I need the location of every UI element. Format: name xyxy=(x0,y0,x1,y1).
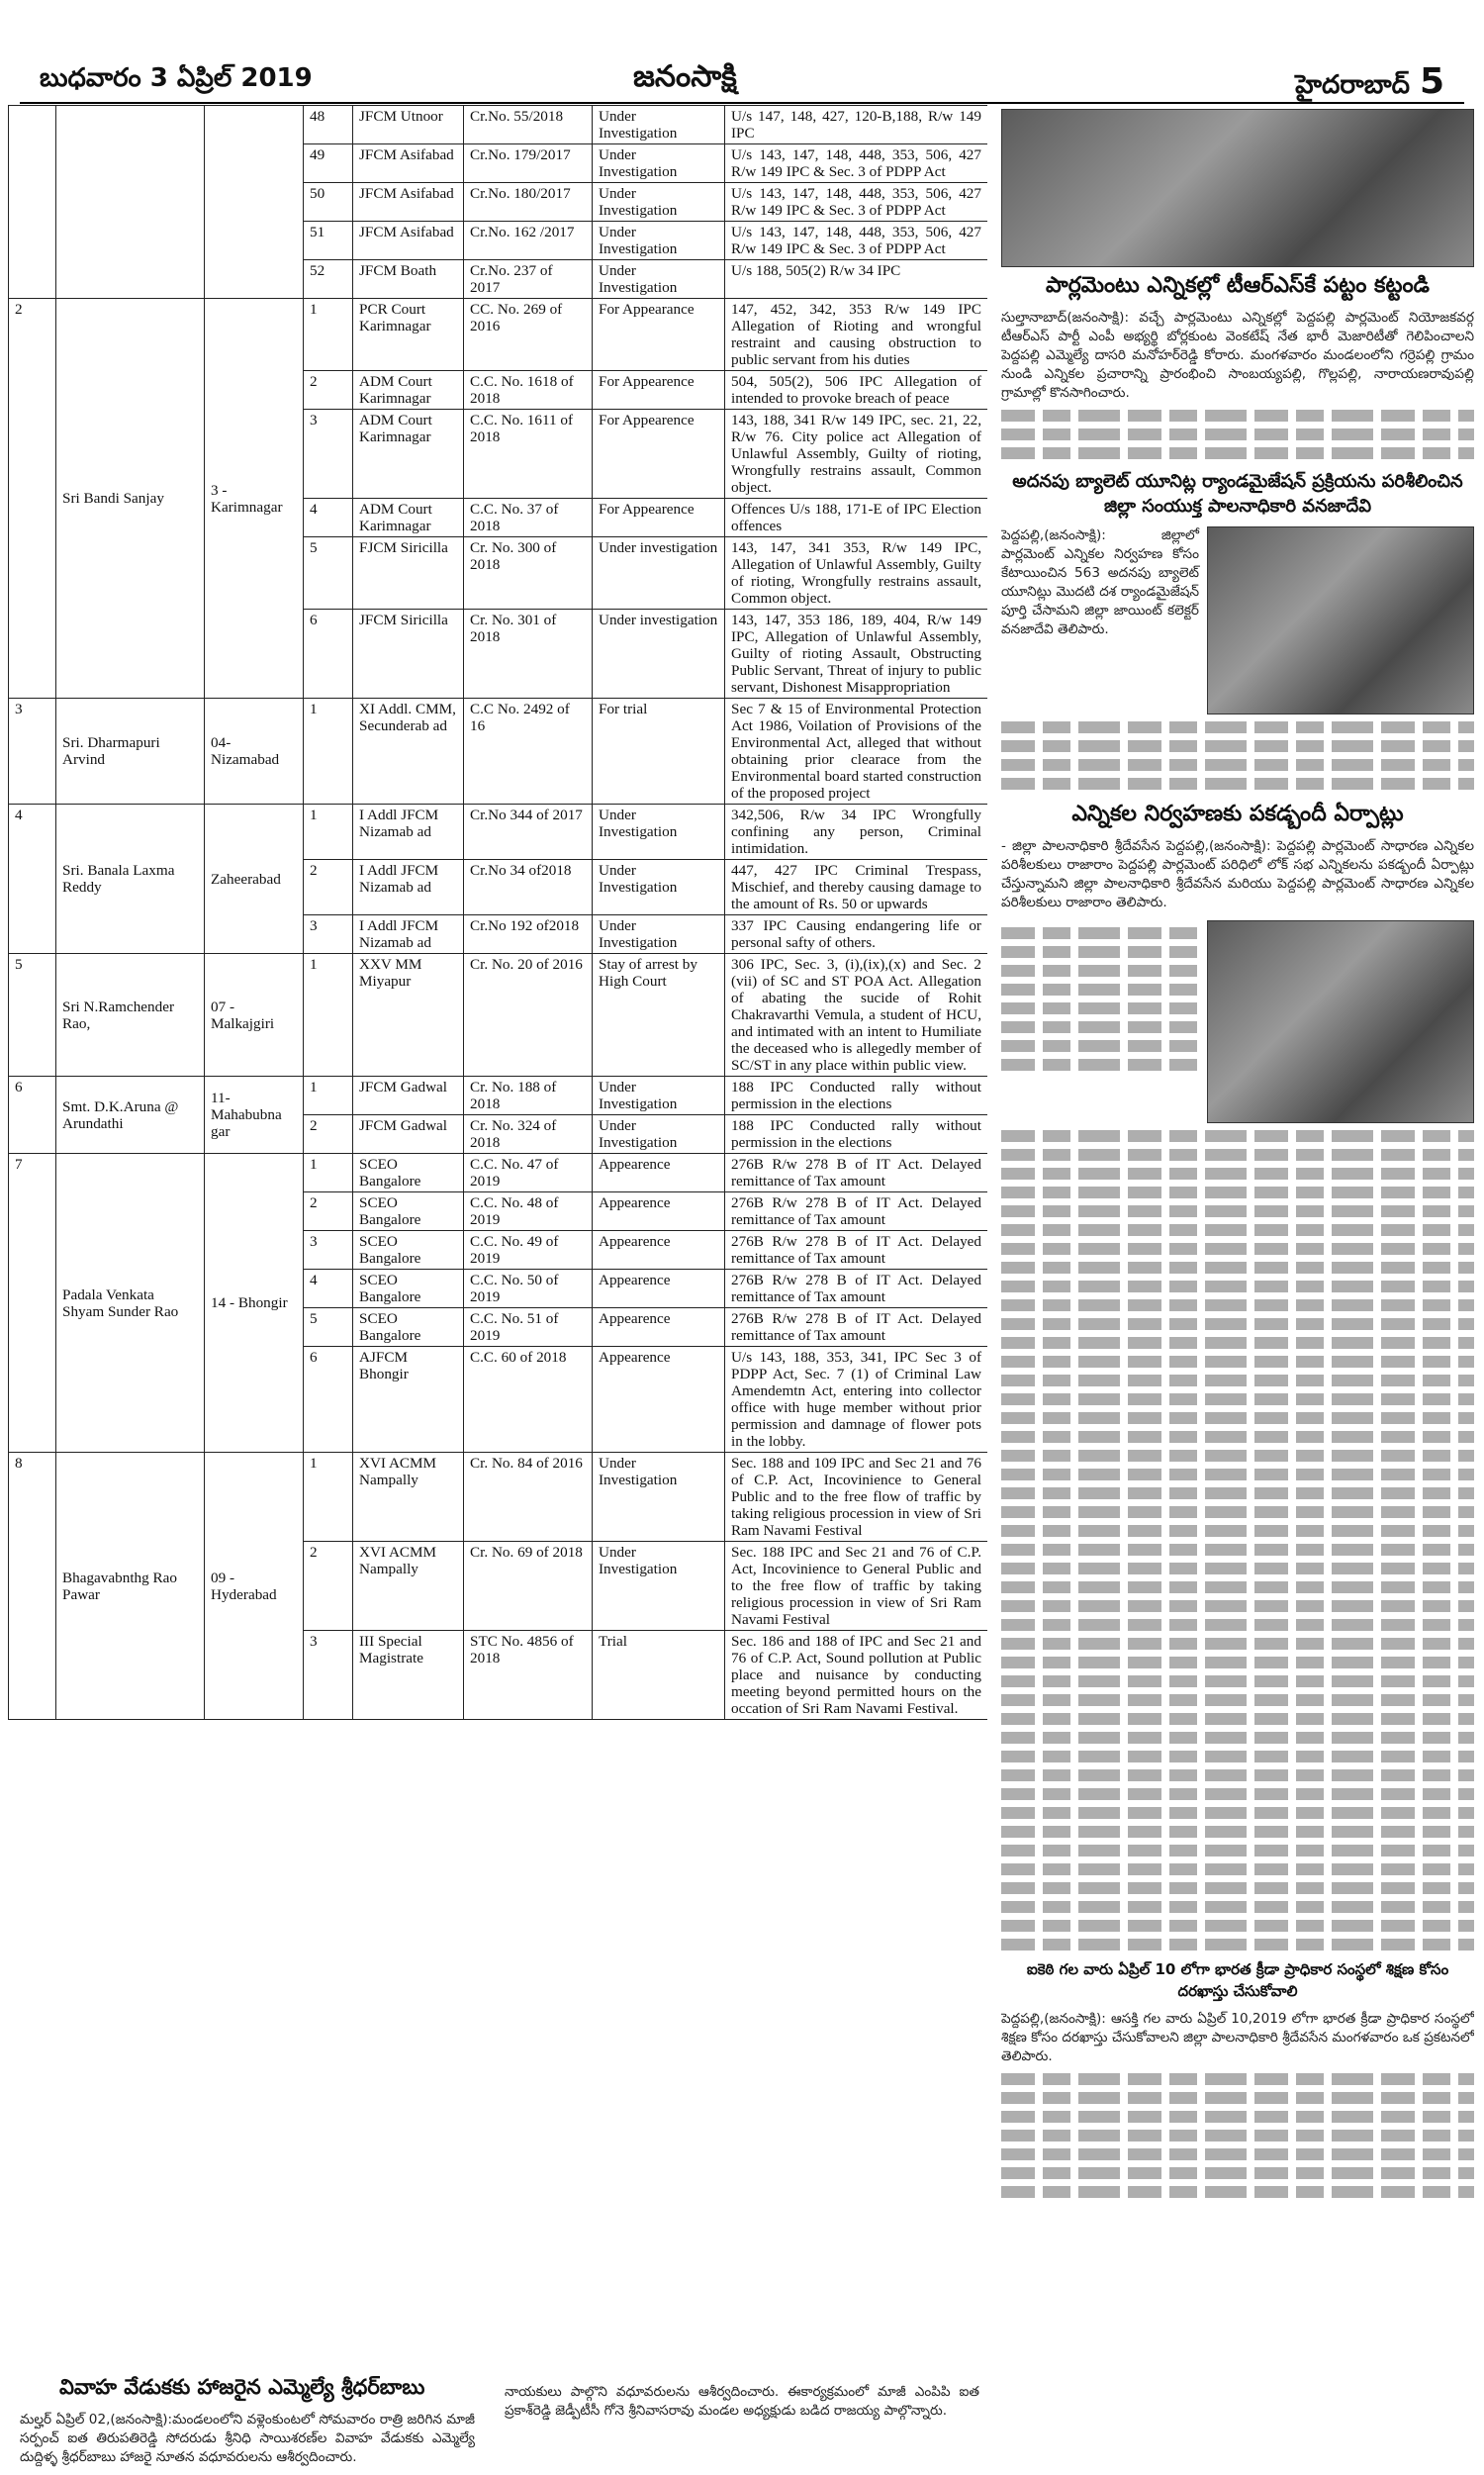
case-index-cell: 52 xyxy=(304,260,353,299)
sections-cell: Offences U/s 188, 171-E of IPC Election offences xyxy=(725,499,988,537)
case-status-cell: For trial xyxy=(593,699,725,805)
case-status-cell: Under Investigation xyxy=(593,860,725,915)
case-number-cell: STC No. 4856 of 2018 xyxy=(464,1631,593,1720)
article-text-line xyxy=(1001,428,1474,440)
article-text-line xyxy=(1001,1769,1474,1781)
case-status-cell: Under Investigation xyxy=(593,805,725,860)
constituency-cell xyxy=(205,106,304,299)
sections-cell: 342,506, R/w 34 IPC Wrongfully confining any person, Criminal intimidation. xyxy=(725,805,988,860)
case-index-cell: 51 xyxy=(304,222,353,260)
article-text-line xyxy=(1001,1412,1474,1424)
court-cell: SCEO Bangalore xyxy=(353,1308,464,1347)
ballot-headline: అదనపు బ్యాలెట్‌ యూనిట్ల ర్యాండమైజేషన్‌ ప్రక్రియను పరిశీలించిన జిల్లా సంయుక్త పాలనాధికారి వనజాదేవి xyxy=(1012,471,1463,517)
table-row xyxy=(9,106,988,144)
case-index-cell: 3 xyxy=(304,915,353,954)
case-number-cell: CC. No. 269 of 2016 xyxy=(464,299,593,371)
edition-label xyxy=(1295,61,1444,106)
press-conference-photo xyxy=(1207,920,1474,1123)
ballot-randomization-photo xyxy=(1207,526,1474,714)
court-cell: III Special Magistrate xyxy=(353,1631,464,1720)
article-text-line xyxy=(1001,2111,1474,2123)
article-text-line xyxy=(1001,1487,1474,1499)
case-number-cell: Cr. No. 20 of 2016 xyxy=(464,954,593,1077)
table-row xyxy=(9,805,988,860)
article-text-line xyxy=(1001,2092,1474,2104)
article-text-line xyxy=(1001,1469,1474,1480)
constituency-cell: 11- Mahabubna gar xyxy=(205,1077,304,1154)
case-status-cell: Appearence xyxy=(593,1231,725,1270)
court-cell: FJCM Siricilla xyxy=(353,537,464,610)
court-cell: XVI ACMM Nampally xyxy=(353,1453,464,1542)
sections-cell: 447, 427 IPC Criminal Trespass, Mischief, and thereby causing damage to the amount of Rs. 50 or upwards xyxy=(725,860,988,915)
court-cell: JFCM Asifabad xyxy=(353,222,464,260)
case-index-cell: 48 xyxy=(304,106,353,144)
sections-cell: 276B R/w 278 B of IT Act. Delayed remittance of Tax amount xyxy=(725,1154,988,1192)
case-index-cell: 49 xyxy=(304,144,353,183)
case-index-cell: 1 xyxy=(304,805,353,860)
issue-date: బుధవారం 3 ఏప్రిల్ 2019 xyxy=(40,63,313,93)
article-text-line xyxy=(1001,2130,1474,2142)
candidate-name-cell: Padala Venkata Shyam Sunder Rao xyxy=(56,1154,205,1453)
election-arrangements-body: - జిల్లా పాలనాధికారి శ్రీదేవసేన పెద్దపల్లి,(జనంసాక్షి): పెద్దపల్లి పార్లమెంట్‌ సాధారణ ఎన్నికల పరిశీలకులు రాజారాం పెద్దపల్లి పార్లమెంట్‌ పరిధిలో లోక్‌ సభ ఎన్నికలను పకడ్బందీ ఏర్పాట్లు చేస్తున్నామని జిల్లా పాలనాధికారి శ్రీదేవసేన మరియు పెద్దపల్లి పార్లమెంట్‌ సాధారణ ఎన్నికల పరిశీలకులు రాజారాం తెలిపారు. xyxy=(1001,838,1474,910)
article-text-line xyxy=(1001,1657,1474,1668)
court-cell: JFCM Siricilla xyxy=(353,610,464,699)
article-text-line xyxy=(1001,1638,1474,1650)
table-row xyxy=(9,699,988,805)
wedding-headline: వివాహ వేడుకకు హాజరైన ఎమ్మెల్యే శ్రీధర్‌బాబు xyxy=(59,2375,425,2399)
article-text-line xyxy=(1001,1299,1474,1311)
article-text-line xyxy=(1001,1149,1474,1161)
constituency-cell: 14 - Bhongir xyxy=(205,1154,304,1453)
serial-number-cell: 8 xyxy=(9,1453,56,1720)
court-cell: I Addl JFCM Nizamab ad xyxy=(353,805,464,860)
article-text-line xyxy=(1001,721,1474,733)
court-cell: JFCM Asifabad xyxy=(353,183,464,222)
case-status-cell: Under Investigation xyxy=(593,1453,725,1542)
case-number-cell: C.C. 60 of 2018 xyxy=(464,1347,593,1453)
article-text-line xyxy=(1001,1506,1474,1518)
court-cell: SCEO Bangalore xyxy=(353,1270,464,1308)
candidate-name-cell: Sri. Banala Laxma Reddy xyxy=(56,805,205,954)
serial-number-cell: 5 xyxy=(9,954,56,1077)
article-text-line xyxy=(1001,1920,1474,1932)
article-text-line xyxy=(1001,1600,1474,1612)
case-index-cell: 3 xyxy=(304,410,353,499)
sections-cell: 143, 147, 341 353, R/w 149 IPC, Allegation of Unlawful Assembly, Guilty of rioting, Wrongfully restrains assault, Common object. xyxy=(725,537,988,610)
case-index-cell: 2 xyxy=(304,1115,353,1154)
case-status-cell: Under Investigation xyxy=(593,915,725,954)
wedding-article-body: మల్హర్‌ ఏప్రిల్‌ 02,(జనంసాక్షి):మండలంలోని వళ్లెంకుంటలో సోమవారం రాత్రి జరిగిన మాజీ సర్పంచ్‌ ఐత తిరుపతిరెడ్డి సోదరుడు శ్రీనిధి సాయిశరణ్‌ల వివాహ వేడుకకు ఎమ్మెల్యే దుద్దిళ్ళ శ్రీధర్‌బాబు హాజరై నూతన వధూవరులను ఆశీర్వదించారు. xyxy=(20,2412,475,2465)
court-cell: JFCM Gadwal xyxy=(353,1077,464,1115)
article-text-line xyxy=(1001,1375,1474,1386)
sections-cell: U/s 143, 188, 353, 341, IPC Sec 3 of PDPP Act, Sec. 7 (1) of Criminal Law Amendemtn Act, entering into collector office with huge member without prior permission and damnage of flower pots in the lobby. xyxy=(725,1347,988,1453)
masthead-name: జనంసాక్షి xyxy=(633,59,737,94)
court-cell: ADM Court Karimnagar xyxy=(353,499,464,537)
court-cell: JFCM Asifabad xyxy=(353,144,464,183)
article-text-line xyxy=(1001,410,1474,422)
article-text-line xyxy=(1001,1318,1474,1330)
sections-cell: 143, 147, 353 186, 189, 404, R/w 149 IPC, Allegation of Unlawful Assembly, Guilty of rioting Assault, Obstructing Public Servant, Threat of injury to public servant, Dishonest Misappropriation xyxy=(725,610,988,699)
article-text-line xyxy=(1001,1863,1474,1875)
constituency-cell: 09 - Hyderabad xyxy=(205,1453,304,1720)
sections-cell: 276B R/w 278 B of IT Act. Delayed remittance of Tax amount xyxy=(725,1231,988,1270)
sections-cell: 276B R/w 278 B of IT Act. Delayed remittance of Tax amount xyxy=(725,1192,988,1231)
case-table-column xyxy=(8,105,987,2366)
case-status-cell: For Appearence xyxy=(593,499,725,537)
bottom-article xyxy=(0,2375,989,2474)
sections-cell: Sec. 188 and 109 IPC and Sec 21 and 76 of C.P. Act, Incovinience to General Public and to the free flow of traffic by taking religious procession in view of Sri Ram Navami Festival xyxy=(725,1453,988,1542)
candidate-name-cell: Sri Bandi Sanjay xyxy=(56,299,205,699)
page-header xyxy=(0,0,1484,109)
article-text-line xyxy=(1001,1901,1474,1913)
case-number-cell: Cr.No. 237 of 2017 xyxy=(464,260,593,299)
article-text-line xyxy=(1001,1525,1474,1537)
case-index-cell: 1 xyxy=(304,954,353,1077)
case-number-cell: Cr.No. 55/2018 xyxy=(464,106,593,144)
case-status-cell: For Appearence xyxy=(593,371,725,410)
case-status-cell: For Appearence xyxy=(593,410,725,499)
case-number-cell: Cr. No. 84 of 2016 xyxy=(464,1453,593,1542)
article-text-line xyxy=(1001,1732,1474,1744)
table-row xyxy=(9,1077,988,1115)
sections-cell: 504, 505(2), 506 IPC Allegation of intended to provoke breach of peace xyxy=(725,371,988,410)
court-cell: JFCM Gadwal xyxy=(353,1115,464,1154)
article-text-line xyxy=(1001,1021,1199,1033)
sections-cell: 276B R/w 278 B of IT Act. Delayed remittance of Tax amount xyxy=(725,1270,988,1308)
article-text-line xyxy=(1001,1826,1474,1838)
case-status-cell: Under Investigation xyxy=(593,260,725,299)
article-text-line xyxy=(1001,2073,1474,2085)
case-index-cell: 1 xyxy=(304,1453,353,1542)
case-status-cell: Stay of arrest by High Court xyxy=(593,954,725,1077)
article-text-line xyxy=(1001,778,1474,790)
article-text-line xyxy=(1001,1337,1474,1349)
case-status-cell: Under Investigation xyxy=(593,1077,725,1115)
article-text-line xyxy=(1001,1675,1474,1687)
article-text-line xyxy=(1001,946,1199,958)
court-cell: XI Addl. CMM, Secunderab ad xyxy=(353,699,464,805)
constituency-cell: Zaheerabad xyxy=(205,805,304,954)
case-index-cell: 6 xyxy=(304,610,353,699)
court-cell: SCEO Bangalore xyxy=(353,1231,464,1270)
case-status-cell: Under investigation xyxy=(593,537,725,610)
case-status-cell: Appearence xyxy=(593,1347,725,1453)
sports-training-body: పెద్దపల్లి,(జనంసాక్షి): ఆసక్తి గల వారు ఏప్రిల్‌ 10,2019 లోగా భారత క్రీడా ప్రాధికార సంస్థలో శిక్షణ కోసం దరఖాస్తు చేసుకోవాలని జిల్లా పాలనాధికారి శ్రీదేవసేన మంగళవారం ఒక ప్రకటనలో తెలిపారు. xyxy=(1001,2011,1474,2064)
court-cell: XXV MM Miyapur xyxy=(353,954,464,1077)
masthead-logo xyxy=(633,59,737,101)
table-row xyxy=(9,299,988,371)
article-text-line xyxy=(1001,1040,1199,1052)
case-number-cell: C.C. No. 37 of 2018 xyxy=(464,499,593,537)
article-text-line xyxy=(1001,1882,1474,1894)
case-number-cell: C.C No. 2492 of 16 xyxy=(464,699,593,805)
wedding-article-continued: నాయకులు పాల్గొని వధూవరులను ఆశీర్వదించారు. ఈకార్యక్రమంలో మాజీ ఎంపిపి ఐత ప్రకాశ్‌రెడ్డి జెడ్పీటీసీ గోనె శ్రీనివాసరావు మండల అధ్యక్షుడు బడిద రాజయ్య పాల్గొన్నారు. xyxy=(505,2384,979,2419)
serial-number-cell: 2 xyxy=(9,299,56,699)
article-text-line xyxy=(1001,2148,1474,2160)
sections-cell: Sec 7 & 15 of Environmental Protection Act 1986, Voilation of Provisions of the Environmental Act, alleged that without obtaining prior clearace from the Environmental board started construction of the proposed project xyxy=(725,699,988,805)
case-index-cell: 1 xyxy=(304,1154,353,1192)
case-number-cell: C.C. No. 48 of 2019 xyxy=(464,1192,593,1231)
article-text-line xyxy=(1001,1713,1474,1725)
article-text-block xyxy=(1001,920,1199,1123)
case-number-cell: Cr.No 344 of 2017 xyxy=(464,805,593,860)
court-cell: JFCM Boath xyxy=(353,260,464,299)
article-text-line xyxy=(1001,2167,1474,2179)
case-number-cell: C.C. No. 1611 of 2018 xyxy=(464,410,593,499)
court-cell: PCR Court Karimnagar xyxy=(353,299,464,371)
court-cell: ADM Court Karimnagar xyxy=(353,410,464,499)
article-text-line xyxy=(1001,740,1474,752)
case-status-cell: Under Investigation xyxy=(593,1115,725,1154)
case-status-cell: Appearence xyxy=(593,1270,725,1308)
sections-cell: 306 IPC, Sec. 3, (i),(ix),(x) and Sec. 2 (vii) of SC and ST POA Act. Allegation of abating the sucide of Rohit Chakravarthi Vemula, a student of HCU, and intimated with an intent to Humiliate the deceased who is allegedly member of SC/ST in any place within public view. xyxy=(725,954,988,1077)
case-index-cell: 3 xyxy=(304,1631,353,1720)
article-text-line xyxy=(1001,1450,1474,1462)
case-index-cell: 1 xyxy=(304,1077,353,1115)
sections-cell: 276B R/w 278 B of IT Act. Delayed remittance of Tax amount xyxy=(725,1308,988,1347)
case-number-cell: Cr. No. 69 of 2018 xyxy=(464,1542,593,1631)
article-text-line xyxy=(1001,1187,1474,1198)
article-text-line xyxy=(1001,1431,1474,1443)
article-text-line xyxy=(1001,1845,1474,1856)
article-text-line xyxy=(1001,1563,1474,1574)
case-number-cell: Cr. No. 324 of 2018 xyxy=(464,1115,593,1154)
sections-cell: U/s 143, 147, 148, 448, 353, 506, 427 R/w 149 IPC & Sec. 3 of PDPP Act xyxy=(725,222,988,260)
court-cell: AJFCM Bhongir xyxy=(353,1347,464,1453)
header-rule xyxy=(20,102,1464,104)
article-text-line xyxy=(1001,1619,1474,1631)
candidate-name-cell: Bhagavabnthg Rao Pawar xyxy=(56,1453,205,1720)
case-status-cell: Under investigation xyxy=(593,610,725,699)
candidate-name-cell: Sri N.Ramchender Rao, xyxy=(56,954,205,1077)
sports-training-headline: ఐకెఠి గల వారు ఏప్రిల్‌ 10 లోగా భారత క్రీడా ప్రాధికార సంస్థలో శిక్షణ కోసం దరఖాస్తు చేసుకోవాలి xyxy=(1026,1960,1449,2000)
trs-headline: పార్లమెంటు ఎన్నికల్లో టీఆర్‌ఎస్‌కే పట్టం కట్టండి xyxy=(1046,273,1430,298)
court-cell: SCEO Bangalore xyxy=(353,1154,464,1192)
serial-number-cell: 6 xyxy=(9,1077,56,1154)
case-number-cell: C.C. No. 47 of 2019 xyxy=(464,1154,593,1192)
sections-cell: U/s 147, 148, 427, 120-B,188, R/w 149 IPC xyxy=(725,106,988,144)
article-text-line xyxy=(1001,1243,1474,1255)
case-number-cell: Cr.No. 179/2017 xyxy=(464,144,593,183)
sections-cell: U/s 143, 147, 148, 448, 353, 506, 427 R/w 149 IPC & Sec. 3 of PDPP Act xyxy=(725,183,988,222)
article-text-line xyxy=(1001,927,1199,939)
case-number-cell: Cr.No 34 of2018 xyxy=(464,860,593,915)
sections-cell: 188 IPC Conducted rally without permission in the elections xyxy=(725,1115,988,1154)
case-status-cell: Appearence xyxy=(593,1154,725,1192)
case-index-cell: 5 xyxy=(304,1308,353,1347)
article-text-line xyxy=(1001,1356,1474,1368)
sections-cell: 337 IPC Causing endangering life or personal safty of others. xyxy=(725,915,988,954)
article-text-line xyxy=(1001,1130,1474,1142)
case-number-cell: Cr. No. 188 of 2018 xyxy=(464,1077,593,1115)
case-index-cell: 2 xyxy=(304,1192,353,1231)
court-cell: ADM Court Karimnagar xyxy=(353,371,464,410)
article-text-line xyxy=(1001,447,1474,459)
right-news-column xyxy=(1001,109,1474,2464)
court-cell: I Addl JFCM Nizamab ad xyxy=(353,860,464,915)
case-status-cell: For Appearance xyxy=(593,299,725,371)
case-status-cell: Appearence xyxy=(593,1192,725,1231)
article-text-line xyxy=(1001,1281,1474,1292)
candidate-name-cell: Sri. Dharmapuri Arvind xyxy=(56,699,205,805)
serial-number-cell: 3 xyxy=(9,699,56,805)
candidate-name-cell xyxy=(56,106,205,299)
article-text-line xyxy=(1001,1393,1474,1405)
edition-city: హైదరాబాద్ xyxy=(1295,70,1410,100)
sections-cell: U/s 188, 505(2) R/w 34 IPC xyxy=(725,260,988,299)
trs-campaign-photo xyxy=(1001,109,1474,267)
case-status-cell: Under Investigation xyxy=(593,1542,725,1631)
candidate-name-cell: Smt. D.K.Aruna @ Arundathi xyxy=(56,1077,205,1154)
sections-cell: Sec. 188 IPC and Sec 21 and 76 of C.P. Act, Incovinience to General Public and to the free flow of traffic by taking religious procession in view of Sri Ram Navami Festival xyxy=(725,1542,988,1631)
case-number-cell: Cr.No. 180/2017 xyxy=(464,183,593,222)
case-status-cell: Under Investigation xyxy=(593,106,725,144)
constituency-cell: 04- Nizamabad xyxy=(205,699,304,805)
sections-cell: 147, 452, 342, 353 R/w 149 IPC Allegation of Rioting and wrongful restraint and causing obstruction to public servant from his duties xyxy=(725,299,988,371)
sections-cell: Sec. 186 and 188 of IPC and Sec 21 and 76 of C.P. Act, Sound pollution at Public place and nuisance by conducting meeting beyond permitted hours on the occation of Sri Ram Navami Festival. xyxy=(725,1631,988,1720)
case-index-cell: 3 xyxy=(304,1231,353,1270)
court-cell: XVI ACMM Nampally xyxy=(353,1542,464,1631)
article-text-line xyxy=(1001,1544,1474,1556)
article-text-line xyxy=(1001,2186,1474,2198)
article-text-line xyxy=(1001,1002,1199,1014)
article-text-line xyxy=(1001,1581,1474,1593)
case-index-cell: 50 xyxy=(304,183,353,222)
case-number-cell: C.C. No. 1618 of 2018 xyxy=(464,371,593,410)
case-index-cell: 5 xyxy=(304,537,353,610)
article-text-line xyxy=(1001,1751,1474,1762)
article-text-line xyxy=(1001,759,1474,771)
table-row xyxy=(9,954,988,1077)
case-number-cell: C.C. No. 50 of 2019 xyxy=(464,1270,593,1308)
election-arrangements-headline: ఎన్నికల నిర్వహణకు పకడ్బందీ ఏర్పాట్లు xyxy=(1071,802,1404,826)
page-number: 5 xyxy=(1419,61,1444,102)
serial-number-cell xyxy=(9,106,56,299)
case-number-cell: Cr. No. 300 of 2018 xyxy=(464,537,593,610)
table-row xyxy=(9,1453,988,1542)
case-index-cell: 1 xyxy=(304,299,353,371)
article-text-line xyxy=(1001,1939,1474,1951)
article-text-line xyxy=(1001,965,1199,977)
criminal-cases-table xyxy=(8,105,987,1720)
case-number-cell: Cr.No 192 of2018 xyxy=(464,915,593,954)
election-article-text xyxy=(1001,1130,1474,1951)
case-status-cell: Appearence xyxy=(593,1308,725,1347)
article-text-line xyxy=(1001,1807,1474,1819)
article-text-line xyxy=(1001,1262,1474,1274)
case-index-cell: 2 xyxy=(304,860,353,915)
case-status-cell: Under Investigation xyxy=(593,222,725,260)
sections-cell: U/s 143, 147, 148, 448, 353, 506, 427 R/w 149 IPC & Sec. 3 of PDPP Act xyxy=(725,144,988,183)
trs-article-body: సుల్తానాబాద్‌(జనంసాక్షి): వచ్చే పార్లమెంటు ఎన్నికల్లో పెద్దపల్లి పార్లమెంట్‌ నియోజకవర్గ టీఆర్‌ఎస్‌ పార్టీ ఎంపీ అభ్యర్థి బోర్లకుంట వెంకటేష్‌ నేత భారీ మెజారిటీతో గెలిపించాలని పెద్దపల్లి ఎమ్మెల్యే దాసరి మనోహర్‌రెడ్డి కోరారు. మంగళవారం మండలంలోని గర్రెపల్లి గ్రామం నుండి ఎన్నికల ప్రచారాన్ని ప్రారంభించి సాంబయ్యపల్లి, గొల్లపల్లి, నారాయణరావుపల్లి గ్రామాల్లో కొనసాగించారు. xyxy=(1001,310,1474,401)
serial-number-cell: 4 xyxy=(9,805,56,954)
case-index-cell: 4 xyxy=(304,1270,353,1308)
sections-cell: 188 IPC Conducted rally without permission in the elections xyxy=(725,1077,988,1115)
article-text-line xyxy=(1001,1694,1474,1706)
case-index-cell: 2 xyxy=(304,371,353,410)
court-cell: I Addl JFCM Nizamab ad xyxy=(353,915,464,954)
article-text-line xyxy=(1001,1168,1474,1180)
case-index-cell: 2 xyxy=(304,1542,353,1631)
constituency-cell: 3 - Karimnagar xyxy=(205,299,304,699)
article-text-line xyxy=(1001,1059,1199,1071)
article-text-line xyxy=(1001,984,1199,996)
case-number-cell: C.C. No. 49 of 2019 xyxy=(464,1231,593,1270)
court-cell: SCEO Bangalore xyxy=(353,1192,464,1231)
case-number-cell: Cr.No. 162 /2017 xyxy=(464,222,593,260)
case-status-cell: Under Investigation xyxy=(593,144,725,183)
constituency-cell: 07 - Malkajgiri xyxy=(205,954,304,1077)
court-cell: JFCM Utnoor xyxy=(353,106,464,144)
sections-cell: 143, 188, 341 R/w 149 IPC, sec. 21, 22, R/w 76. City police act Allegation of Unlawful Assembly, Guilty of rioting, Wrongfully restrains assault, Common object. xyxy=(725,410,988,499)
case-index-cell: 1 xyxy=(304,699,353,805)
article-text-line xyxy=(1001,1788,1474,1800)
case-number-cell: C.C. No. 51 of 2019 xyxy=(464,1308,593,1347)
case-index-cell: 4 xyxy=(304,499,353,537)
article-text-line xyxy=(1001,1224,1474,1236)
ballot-article-body: పెద్దపల్లి,(జనంసాక్షి): జిల్లాలో పార్లమెంట్‌ ఎన్నికల నిర్వహణ కోసం కేటాయించిన 563 అదనపు బ్యాలెట్‌ యూనిట్లు మొదటి దశ ర్యాండమైజేషన్‌ పూర్తి చేసామని జిల్లా జాయింట్‌ కలెక్టర్‌ వనజాదేవి తెలిపారు. xyxy=(1001,527,1199,637)
case-index-cell: 6 xyxy=(304,1347,353,1453)
case-status-cell: Under Investigation xyxy=(593,183,725,222)
case-number-cell: Cr. No. 301 of 2018 xyxy=(464,610,593,699)
table-row xyxy=(9,1154,988,1192)
case-status-cell: Trial xyxy=(593,1631,725,1720)
serial-number-cell: 7 xyxy=(9,1154,56,1453)
article-text-line xyxy=(1001,1205,1474,1217)
